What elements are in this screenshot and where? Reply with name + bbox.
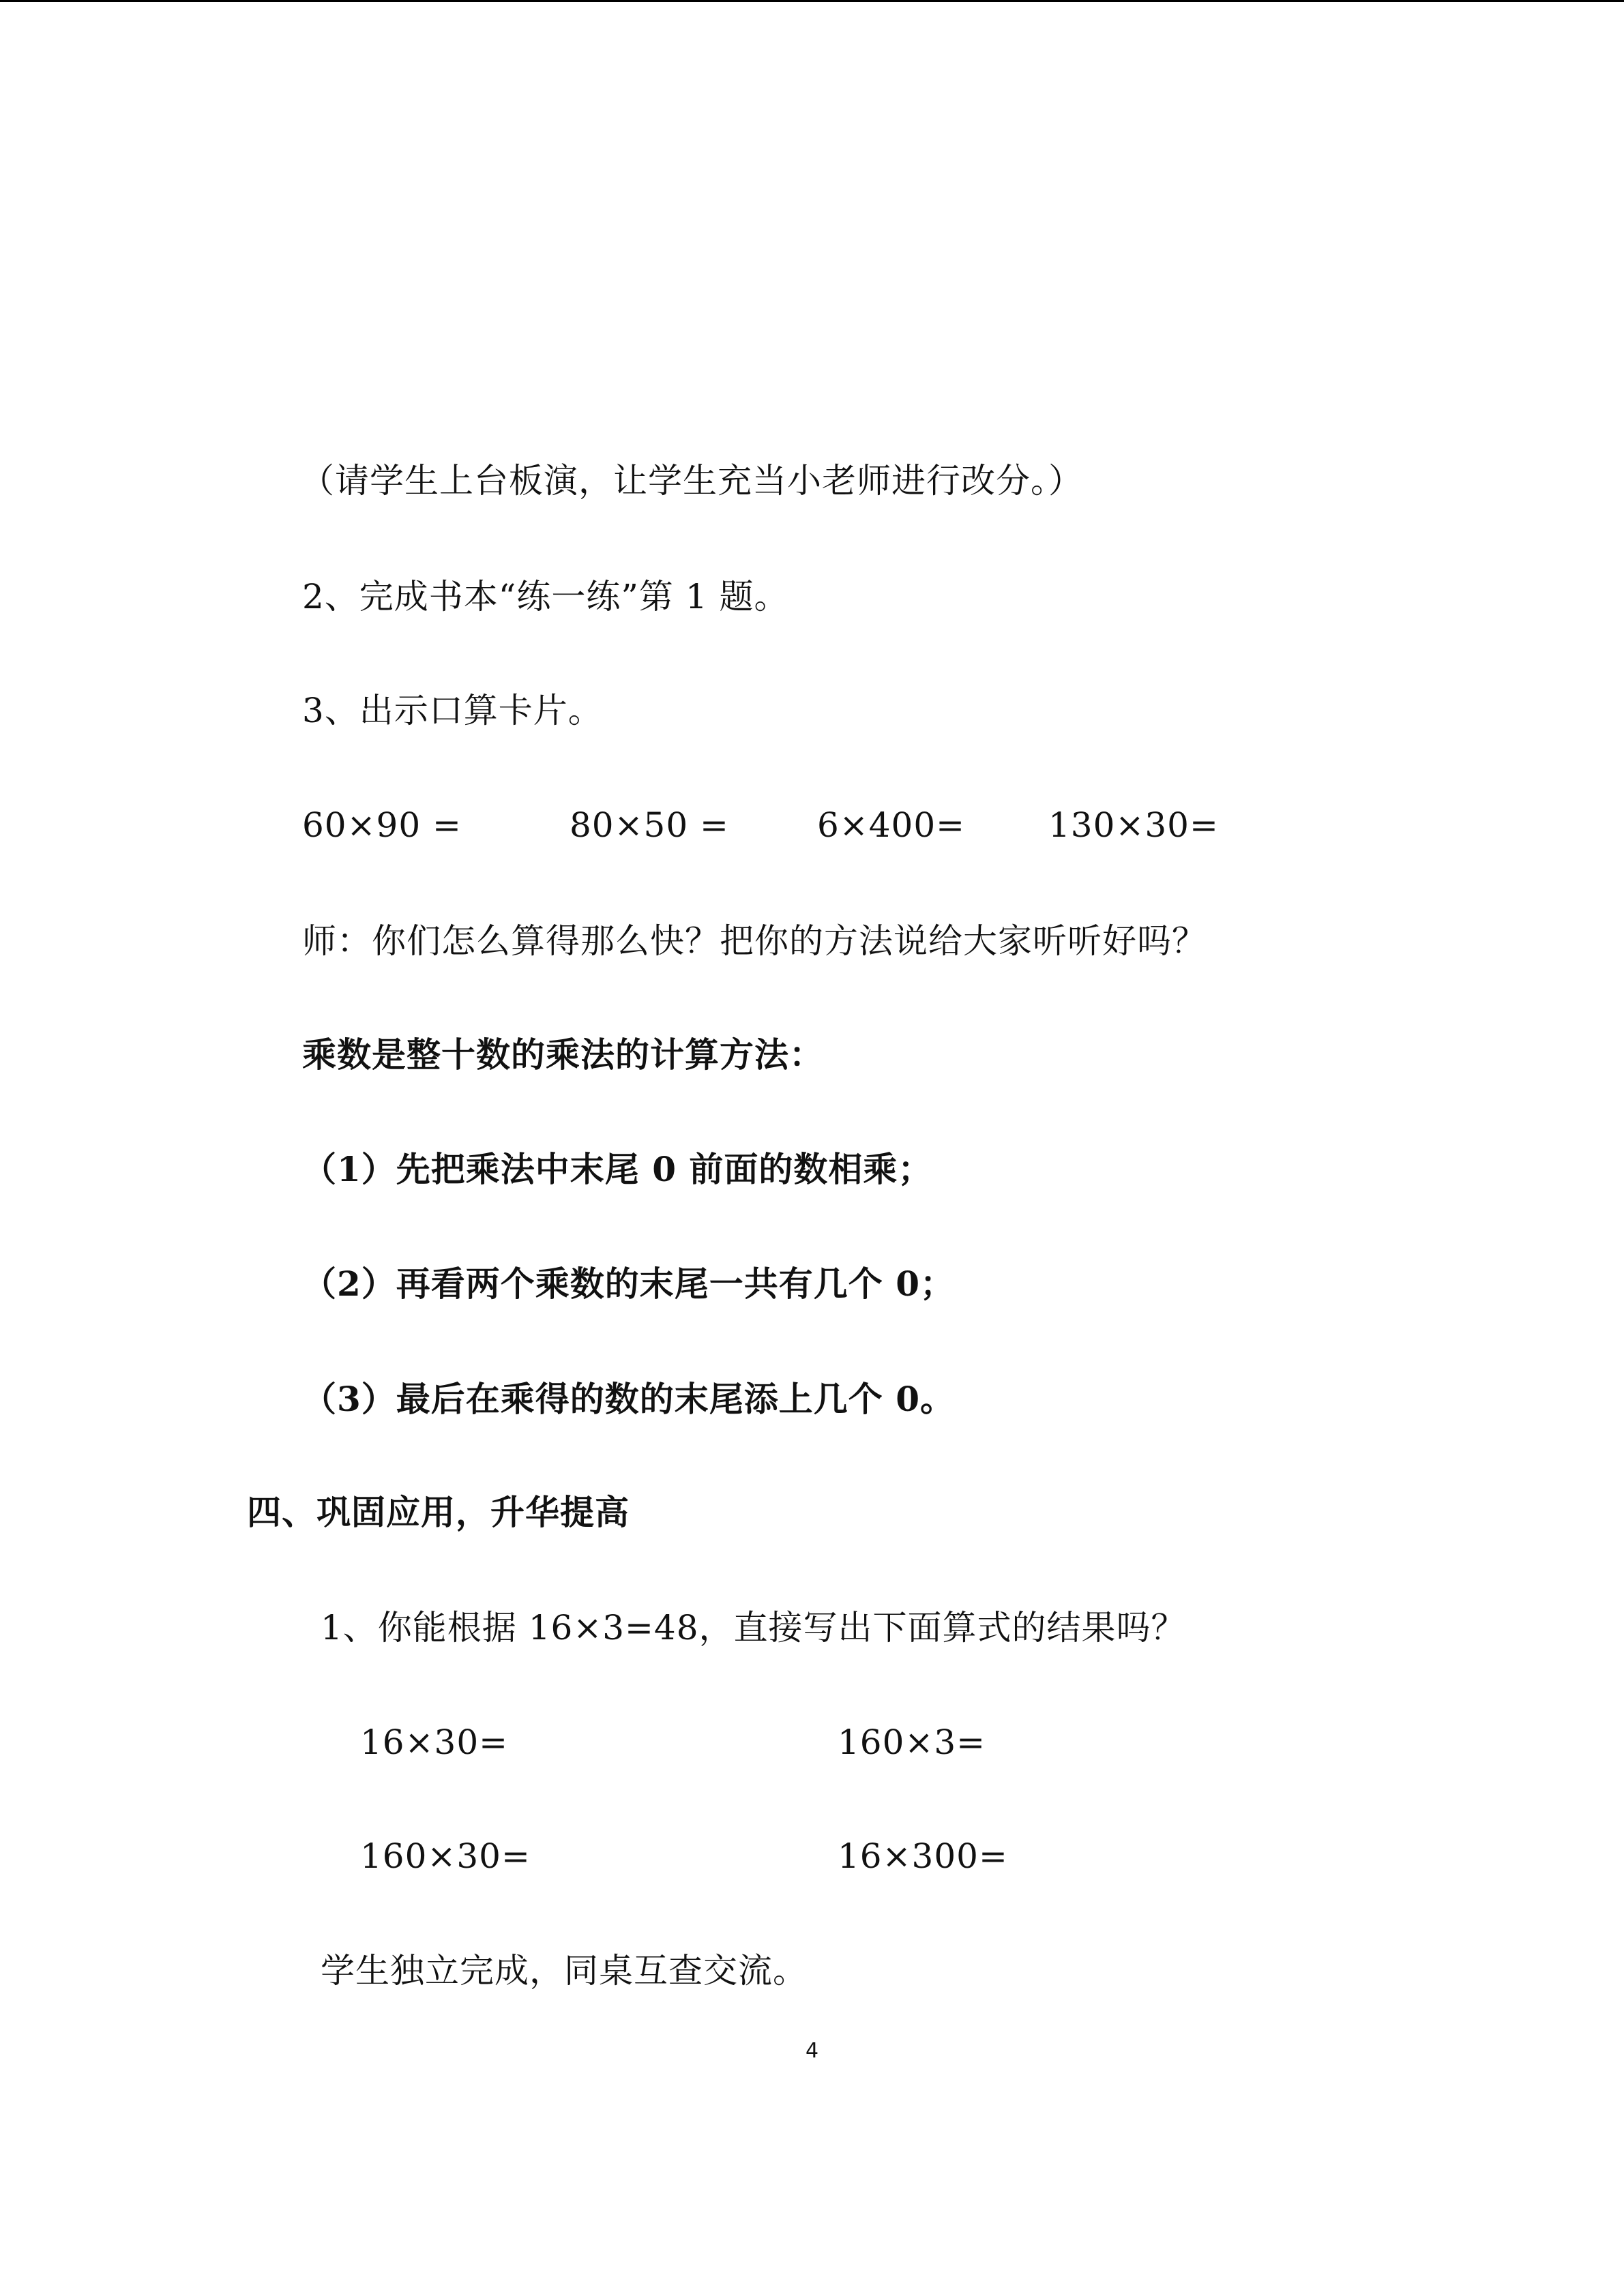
exercise-1-item-d: 16×300=	[838, 1836, 1008, 1876]
oral-card-4: 130×30=	[1048, 805, 1219, 845]
method-step-3: （3）最后在乘得的数的末尾添上几个 0。	[302, 1379, 955, 1419]
oral-card-item: 3、出示口算卡片。	[302, 691, 603, 730]
textbook-exercise-item: 2、完成书本“练一练”第 1 题。	[302, 577, 789, 616]
exercise-1-item-a: 16×30=	[360, 1723, 509, 1762]
method-step-1: （1）先把乘法中末尾 0 前面的数相乘；	[302, 1149, 933, 1189]
exercise-1-item-c: 160×30=	[360, 1836, 531, 1876]
page-number: 4	[805, 2039, 819, 2063]
top-border	[0, 0, 1624, 2]
method-title: 乘数是整十数的乘法的计算方法：	[302, 1034, 824, 1075]
section-heading: 四、巩固应用，升华提高	[247, 1492, 630, 1532]
exercise-1-prompt: 1、你能根据 16×3=48，直接写出下面算式的结果吗？	[321, 1608, 1186, 1648]
oral-card-3: 6×400=	[817, 805, 966, 845]
oral-card-2: 80×50 =	[570, 805, 729, 845]
board-demo-note: （请学生上台板演，让学生充当小老师进行改分。）	[300, 461, 1083, 501]
oral-card-1: 60×90 =	[302, 805, 462, 845]
closing-instruction: 学生独立完成，同桌互查交流。	[321, 1951, 808, 1991]
exercise-1-item-b: 160×3=	[838, 1723, 986, 1762]
teacher-question: 师：你们怎么算得那么快？把你的方法说给大家听听好吗？	[302, 921, 1207, 961]
method-step-2: （2）再看两个乘数的末尾一共有几个 0；	[302, 1264, 955, 1304]
